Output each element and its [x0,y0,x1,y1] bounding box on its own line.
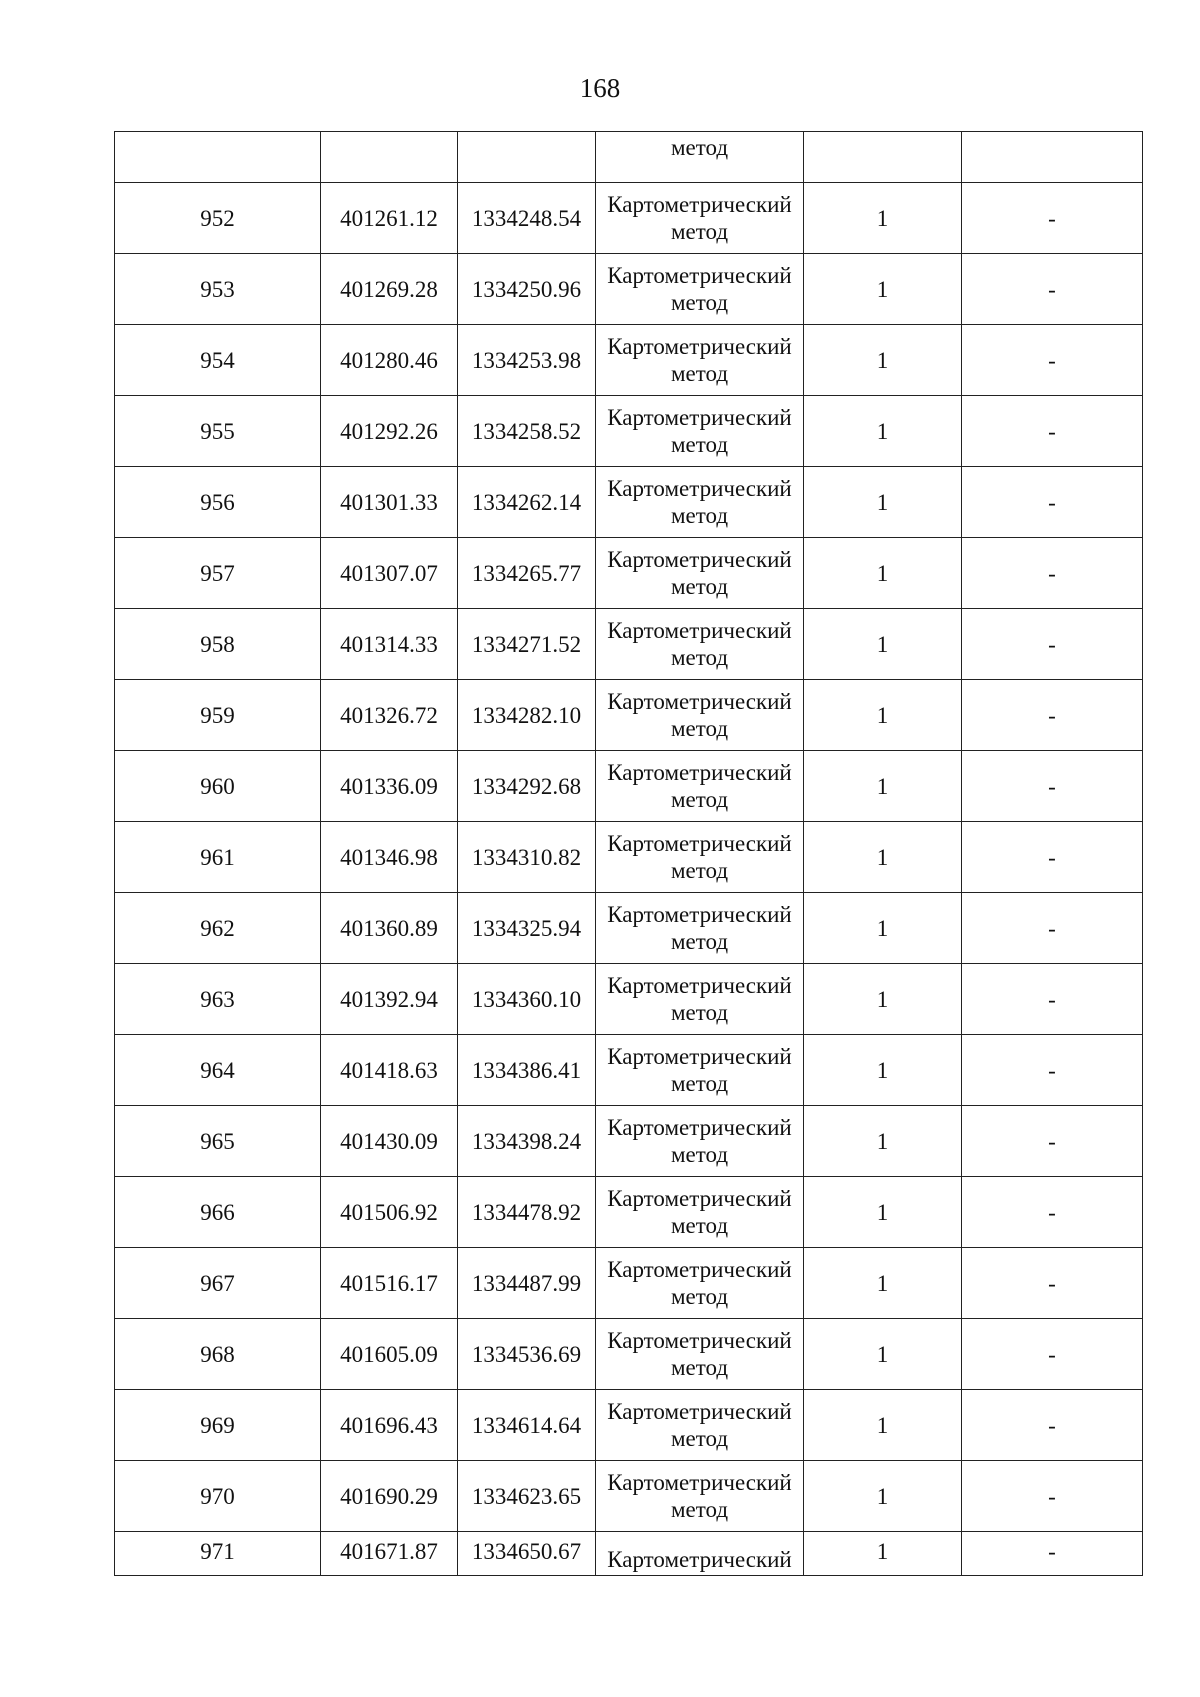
method-line-1: Картометрический [607,973,792,998]
note-cell: - [962,254,1143,325]
method-line-2: метод [670,503,729,528]
point-number-cell: 969 [115,1390,321,1461]
table-row [115,183,1143,254]
accuracy-cell: 1 [804,396,962,467]
x-coordinate-cell: 401301.33 [321,467,458,538]
point-number-cell: 963 [115,964,321,1035]
method-line-1: Картометрический [607,831,792,856]
x-coordinate-cell: 401605.09 [321,1319,458,1390]
note-cell: - [962,893,1143,964]
point-number-cell: 955 [115,396,321,467]
point-number-cell: 970 [115,1461,321,1532]
point-number-cell: 966 [115,1177,321,1248]
note-cell: - [962,1532,1143,1576]
method-cell [596,132,804,183]
table-row [115,1461,1143,1532]
point-number-cell: 965 [115,1106,321,1177]
method-cell [596,680,804,751]
y-coordinate-cell: 1334325.94 [458,893,596,964]
y-coordinate-cell: 1334623.65 [458,1461,596,1532]
x-coordinate-cell: 401326.72 [321,680,458,751]
y-coordinate-cell: 1334614.64 [458,1390,596,1461]
method-line-1: Картометрический [607,760,792,785]
y-coordinate-cell: 1334398.24 [458,1106,596,1177]
method-cell [596,609,804,680]
note-cell: - [962,325,1143,396]
table-row [115,964,1143,1035]
y-coordinate-cell: 1334282.10 [458,680,596,751]
method-line-2: метод [670,787,729,812]
method-line-1: Картометрический [607,405,792,430]
point-number-cell: 958 [115,609,321,680]
table-row [115,254,1143,325]
x-coordinate-cell: 401336.09 [321,751,458,822]
note-cell: - [962,609,1143,680]
method-line-2: метод [670,290,729,315]
method-cell [596,1106,804,1177]
method-line-2: метод [670,716,729,741]
method-cell [596,396,804,467]
method-line-1: Картометрический [607,1399,792,1424]
method-line-1: Картометрический [607,1328,792,1353]
y-coordinate-cell: 1334248.54 [458,183,596,254]
accuracy-cell: 1 [804,1177,962,1248]
note-cell: - [962,1177,1143,1248]
table-row [115,538,1143,609]
continuation-row [115,132,1143,183]
method-line-2: метод [670,1142,729,1167]
note-cell: - [962,396,1143,467]
table-row [115,751,1143,822]
method-line-1: Картометрический [607,689,792,714]
accuracy-cell: 1 [804,1248,962,1319]
note-cell: - [962,1035,1143,1106]
accuracy-cell: 1 [804,893,962,964]
accuracy-cell: 1 [804,183,962,254]
x-coordinate-cell: 401292.26 [321,396,458,467]
note-cell: - [962,964,1143,1035]
table-row [115,609,1143,680]
method-cell [596,1390,804,1461]
table-row [115,1106,1143,1177]
table-row [115,1319,1143,1390]
accuracy-cell: 1 [804,1532,962,1576]
note-cell: - [962,538,1143,609]
method-cell [596,1035,804,1106]
note-cell: - [962,467,1143,538]
method-line-2: метод [670,1071,729,1096]
method-cell [596,538,804,609]
x-coordinate-cell: 401671.87 [321,1532,458,1576]
y-coordinate-cell [458,132,596,183]
table-row [115,467,1143,538]
accuracy-cell [804,132,962,183]
accuracy-cell: 1 [804,609,962,680]
table-row [115,893,1143,964]
table-row-last [115,1532,1143,1576]
point-number-cell: 954 [115,325,321,396]
x-coordinate-cell: 401314.33 [321,609,458,680]
method-cell [596,964,804,1035]
method-line-2: метод [670,361,729,386]
x-coordinate-cell: 401261.12 [321,183,458,254]
method-line-1: Картометрический [607,618,792,643]
x-coordinate-cell: 401418.63 [321,1035,458,1106]
method-line-1: Картометрический [607,547,792,572]
method-cell [596,1177,804,1248]
method-line-2: метод [670,645,729,670]
x-coordinate-cell [321,132,458,183]
method-cell [596,1461,804,1532]
coordinates-table [114,131,1143,1576]
point-number-cell: 960 [115,751,321,822]
x-coordinate-cell: 401280.46 [321,325,458,396]
method-line-2: метод [670,135,729,160]
y-coordinate-cell: 1334253.98 [458,325,596,396]
y-coordinate-cell: 1334360.10 [458,964,596,1035]
method-line-1: Картометрический [607,192,792,217]
point-number-cell: 971 [115,1532,321,1576]
method-line-1: Картометрический [607,1257,792,1282]
note-cell: - [962,751,1143,822]
method-line-2: метод [670,1213,729,1238]
table-row [115,396,1143,467]
point-number-cell: 952 [115,183,321,254]
method-line-2: метод [670,219,729,244]
x-coordinate-cell: 401307.07 [321,538,458,609]
note-cell: - [962,1248,1143,1319]
y-coordinate-cell: 1334271.52 [458,609,596,680]
accuracy-cell: 1 [804,822,962,893]
method-line-1: Картометрический [607,476,792,501]
note-cell: - [962,183,1143,254]
x-coordinate-cell: 401690.29 [321,1461,458,1532]
method-line-2: метод [670,432,729,457]
x-coordinate-cell: 401430.09 [321,1106,458,1177]
method-line-1: Картометрический [607,263,792,288]
method-line-1: Картометрический [607,334,792,359]
x-coordinate-cell: 401269.28 [321,254,458,325]
method-line-2: метод [670,1497,729,1522]
method-line-2: метод [670,1426,729,1451]
y-coordinate-cell: 1334265.77 [458,538,596,609]
table-row [115,1177,1143,1248]
method-cell [596,1248,804,1319]
y-coordinate-cell: 1334536.69 [458,1319,596,1390]
accuracy-cell: 1 [804,964,962,1035]
method-cell [596,822,804,893]
note-cell: - [962,1319,1143,1390]
method-cell [596,1319,804,1390]
table-row [115,822,1143,893]
note-cell: - [962,1390,1143,1461]
table-row [115,1390,1143,1461]
method-cell [596,893,804,964]
accuracy-cell: 1 [804,1106,962,1177]
y-coordinate-cell: 1334650.67 [458,1532,596,1576]
point-number-cell: 964 [115,1035,321,1106]
y-coordinate-cell: 1334310.82 [458,822,596,893]
accuracy-cell: 1 [804,325,962,396]
method-line-2: метод [670,1284,729,1309]
point-number-cell: 962 [115,893,321,964]
y-coordinate-cell: 1334258.52 [458,396,596,467]
method-line-2: метод [670,858,729,883]
accuracy-cell: 1 [804,538,962,609]
method-line-1: Картометрический [607,1044,792,1069]
point-number-cell: 953 [115,254,321,325]
method-cell [596,325,804,396]
y-coordinate-cell: 1334250.96 [458,254,596,325]
accuracy-cell: 1 [804,254,962,325]
table-row [115,325,1143,396]
accuracy-cell: 1 [804,467,962,538]
method-line-1: Картометрический [607,902,792,927]
method-line-1: Картометрический [607,1547,792,1572]
method-cell [596,467,804,538]
accuracy-cell: 1 [804,751,962,822]
method-line-1: Картометрический [607,1115,792,1140]
point-number-cell: 967 [115,1248,321,1319]
note-cell: - [962,1106,1143,1177]
method-cell [596,1532,804,1576]
method-cell [596,751,804,822]
method-line-2: метод [670,574,729,599]
method-cell [596,254,804,325]
method-line-2: метод [670,1000,729,1025]
point-number-cell [115,132,321,183]
y-coordinate-cell: 1334262.14 [458,467,596,538]
method-cell [596,183,804,254]
accuracy-cell: 1 [804,1390,962,1461]
table-body [115,132,1143,1576]
accuracy-cell: 1 [804,1319,962,1390]
accuracy-cell: 1 [804,1461,962,1532]
y-coordinate-cell: 1334292.68 [458,751,596,822]
x-coordinate-cell: 401360.89 [321,893,458,964]
accuracy-cell: 1 [804,1035,962,1106]
note-cell [962,132,1143,183]
table-row [115,680,1143,751]
note-cell: - [962,822,1143,893]
x-coordinate-cell: 401696.43 [321,1390,458,1461]
accuracy-cell: 1 [804,680,962,751]
point-number-cell: 956 [115,467,321,538]
method-line-1: Картометрический [607,1186,792,1211]
page-number: 168 [579,73,621,103]
y-coordinate-cell: 1334478.92 [458,1177,596,1248]
note-cell: - [962,1461,1143,1532]
table-row [115,1248,1143,1319]
y-coordinate-cell: 1334487.99 [458,1248,596,1319]
x-coordinate-cell: 401506.92 [321,1177,458,1248]
method-line-1: Картометрический [607,1470,792,1495]
method-line-2: метод [670,929,729,954]
point-number-cell: 961 [115,822,321,893]
method-line-2: метод [670,1355,729,1380]
x-coordinate-cell: 401516.17 [321,1248,458,1319]
point-number-cell: 959 [115,680,321,751]
y-coordinate-cell: 1334386.41 [458,1035,596,1106]
x-coordinate-cell: 401392.94 [321,964,458,1035]
x-coordinate-cell: 401346.98 [321,822,458,893]
point-number-cell: 968 [115,1319,321,1390]
point-number-cell: 957 [115,538,321,609]
table-row [115,1035,1143,1106]
note-cell: - [962,680,1143,751]
